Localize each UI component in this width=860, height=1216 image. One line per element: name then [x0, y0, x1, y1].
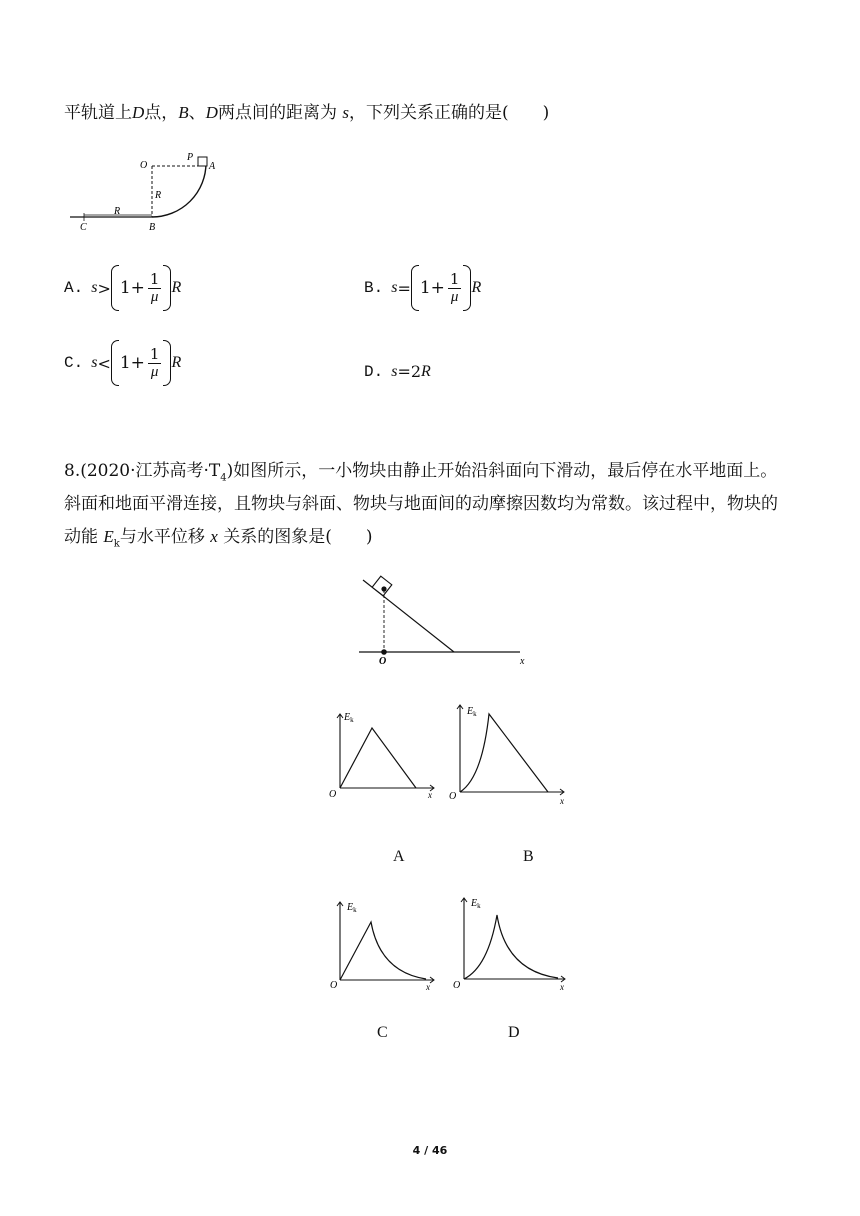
graph-d[interactable] — [450, 893, 572, 993]
graph-c[interactable] — [326, 896, 441, 992]
page-number: 4 / 46 — [412, 1144, 448, 1157]
graph-c-origin: O — [330, 980, 338, 991]
fig-label-o: O — [140, 160, 148, 171]
option-b[interactable]: B. s = 1+ $\frac{1}{\mu}$ R — [364, 265, 481, 311]
graph-d-origin: O — [453, 980, 461, 991]
graph-c-xlabel: x — [426, 982, 430, 992]
graph-b-xlabel: x — [560, 796, 564, 806]
graph-d-xlabel: x — [560, 982, 564, 992]
fig-label-c: C — [80, 222, 87, 233]
graph-a-origin: O — [329, 789, 337, 800]
option-d[interactable]: D. s = 2 R — [364, 362, 431, 381]
option-a[interactable]: A. s > 1+ $\frac{1}{\mu}$ R — [64, 265, 181, 311]
q7-track-figure — [66, 148, 226, 240]
graph-a-caption[interactable]: A — [393, 848, 405, 865]
graph-b-caption[interactable]: B — [523, 848, 534, 865]
q7-stem: 平轨道上D点，B、D两点间的距离为 s，下列关系正确的是( ) — [64, 103, 550, 123]
graph-d-caption[interactable]: D — [508, 1024, 520, 1041]
fig-label-a: A — [209, 161, 216, 172]
fig-label-b: B — [149, 222, 156, 233]
q8-line-3: 动能 $E_k$与水平位移 x 关系的图象是( ) — [64, 527, 373, 550]
q8-line-1: 8.(2020·江苏高考$\cdot T_4$)如图所示，一小物块由静止开始沿斜面向下滑动，最后停在水平地面上。 — [64, 461, 778, 484]
incline-x-label: x — [520, 656, 525, 667]
option-c[interactable]: C. s < 1+ $\frac{1}{\mu}$ R — [64, 340, 181, 386]
fig-label-r-horizontal: R — [114, 206, 121, 217]
incline-origin-label: O — [379, 656, 387, 667]
graph-b[interactable] — [446, 700, 571, 808]
fig-label-r-vertical: R — [155, 190, 162, 201]
q8-line-2: 斜面和地面平滑连接，且物块与斜面、物块与地面间的动摩擦因数均为常数。该过程中，物块的 — [64, 494, 778, 514]
graph-c-caption[interactable]: C — [377, 1024, 388, 1041]
graph-a-xlabel: x — [428, 790, 432, 800]
incline-figure — [355, 572, 535, 668]
graph-b-origin: O — [449, 791, 457, 802]
graph-d-ylabel: $E_k$ — [471, 898, 481, 910]
graph-a[interactable] — [326, 708, 441, 800]
fig-label-p: P — [187, 152, 194, 163]
graph-b-ylabel: $E_k$ — [467, 706, 477, 718]
graph-c-ylabel: $E_k$ — [347, 902, 357, 914]
graph-a-ylabel: $E_k$ — [344, 712, 354, 724]
